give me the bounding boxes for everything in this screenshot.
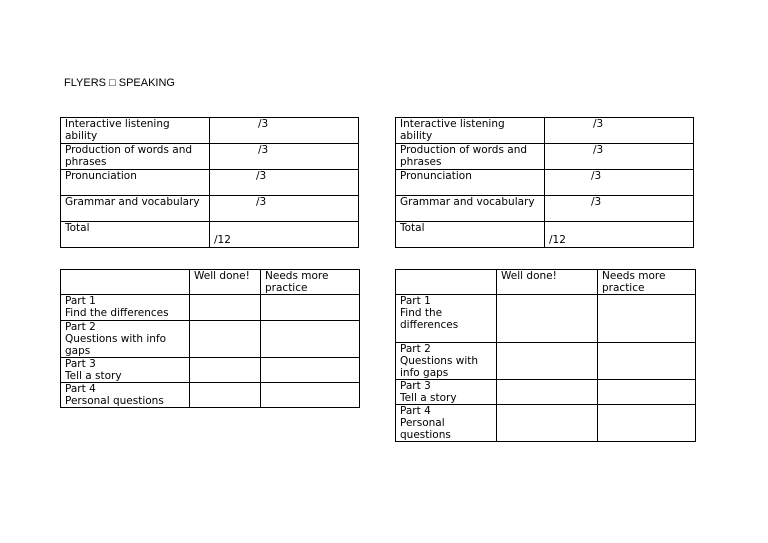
table-row bbox=[61, 222, 359, 248]
checklist-table-right bbox=[395, 269, 696, 442]
part-name: Personal questions bbox=[65, 395, 164, 407]
score-value: /3 bbox=[258, 118, 269, 130]
page-title: FLYERS □ SPEAKING bbox=[64, 77, 175, 89]
needs-practice-cell[interactable] bbox=[598, 295, 696, 343]
table-row bbox=[396, 118, 694, 144]
score-value: /3 bbox=[593, 118, 604, 130]
score-value: /3 bbox=[256, 170, 267, 182]
table-row bbox=[396, 295, 696, 343]
score-value: /3 bbox=[258, 144, 269, 156]
column-header-well-done: Well done! bbox=[190, 270, 261, 295]
well-done-cell[interactable] bbox=[497, 343, 598, 380]
criterion-label: Pronunciation bbox=[61, 170, 210, 196]
needs-practice-cell[interactable] bbox=[261, 295, 360, 321]
column-header bbox=[396, 270, 497, 295]
part-number: Part 4 bbox=[400, 405, 431, 417]
part-name: Personal questions bbox=[400, 417, 451, 441]
part-name: Tell a story bbox=[400, 392, 457, 404]
column-header-needs-practice: Needs more practice bbox=[598, 270, 696, 295]
table-row bbox=[61, 295, 360, 321]
score-value: /3 bbox=[591, 196, 602, 208]
table-header-row bbox=[396, 270, 696, 295]
well-done-cell[interactable] bbox=[190, 321, 261, 358]
needs-practice-cell[interactable] bbox=[598, 380, 696, 405]
needs-practice-cell[interactable] bbox=[261, 358, 360, 383]
criterion-label: Grammar and vocabulary bbox=[61, 196, 210, 222]
part-name: Tell a story bbox=[65, 370, 122, 382]
part-number: Part 2 bbox=[65, 321, 96, 333]
part-number: Part 1 bbox=[400, 295, 431, 307]
criterion-label: Total bbox=[396, 222, 545, 248]
table-row bbox=[61, 144, 359, 170]
well-done-cell[interactable] bbox=[190, 295, 261, 321]
part-name: Find the differences bbox=[65, 307, 169, 319]
table-row bbox=[396, 380, 696, 405]
table-row bbox=[396, 144, 694, 170]
well-done-cell[interactable] bbox=[190, 358, 261, 383]
criterion-label: Production of words and phrases bbox=[61, 144, 210, 170]
part-number: Part 4 bbox=[65, 383, 96, 395]
well-done-cell[interactable] bbox=[497, 295, 598, 343]
criterion-label: Interactive listening ability bbox=[61, 118, 210, 144]
table-row bbox=[61, 170, 359, 196]
part-number: Part 1 bbox=[65, 295, 96, 307]
well-done-cell[interactable] bbox=[190, 383, 261, 408]
criterion-label: Interactive listening ability bbox=[396, 118, 545, 144]
criterion-label: Total bbox=[61, 222, 210, 248]
score-value: /3 bbox=[591, 170, 602, 182]
score-value: /12 bbox=[549, 234, 566, 246]
table-row bbox=[396, 170, 694, 196]
needs-practice-cell[interactable] bbox=[261, 321, 360, 358]
criterion-label: Grammar and vocabulary bbox=[396, 196, 545, 222]
table-row bbox=[61, 196, 359, 222]
score-value: /3 bbox=[256, 196, 267, 208]
column-header-needs-practice: Needs more practice bbox=[261, 270, 360, 295]
well-done-cell[interactable] bbox=[497, 405, 598, 442]
score-table-left bbox=[60, 117, 359, 248]
part-name: Find the differences bbox=[400, 307, 459, 331]
column-header bbox=[61, 270, 190, 295]
column-header-well-done: Well done! bbox=[497, 270, 598, 295]
table-row bbox=[396, 196, 694, 222]
well-done-cell[interactable] bbox=[497, 380, 598, 405]
table-row bbox=[396, 405, 696, 442]
part-number: Part 3 bbox=[400, 380, 431, 392]
table-row bbox=[61, 118, 359, 144]
part-name: Questions with info gaps bbox=[400, 355, 479, 379]
score-value: /3 bbox=[593, 144, 604, 156]
part-name: Questions with info gaps bbox=[65, 333, 167, 357]
criterion-label: Pronunciation bbox=[396, 170, 545, 196]
criterion-label: Production of words and phrases bbox=[396, 144, 545, 170]
needs-practice-cell[interactable] bbox=[261, 383, 360, 408]
table-header-row bbox=[61, 270, 360, 295]
table-row bbox=[396, 343, 696, 380]
table-row bbox=[61, 383, 360, 408]
score-value: /12 bbox=[214, 234, 231, 246]
part-number: Part 2 bbox=[400, 343, 431, 355]
needs-practice-cell[interactable] bbox=[598, 343, 696, 380]
needs-practice-cell[interactable] bbox=[598, 405, 696, 442]
table-row bbox=[396, 222, 694, 248]
part-number: Part 3 bbox=[65, 358, 96, 370]
checklist-table-left bbox=[60, 269, 360, 408]
table-row bbox=[61, 321, 360, 358]
table-row bbox=[61, 358, 360, 383]
score-table-right bbox=[395, 117, 694, 248]
